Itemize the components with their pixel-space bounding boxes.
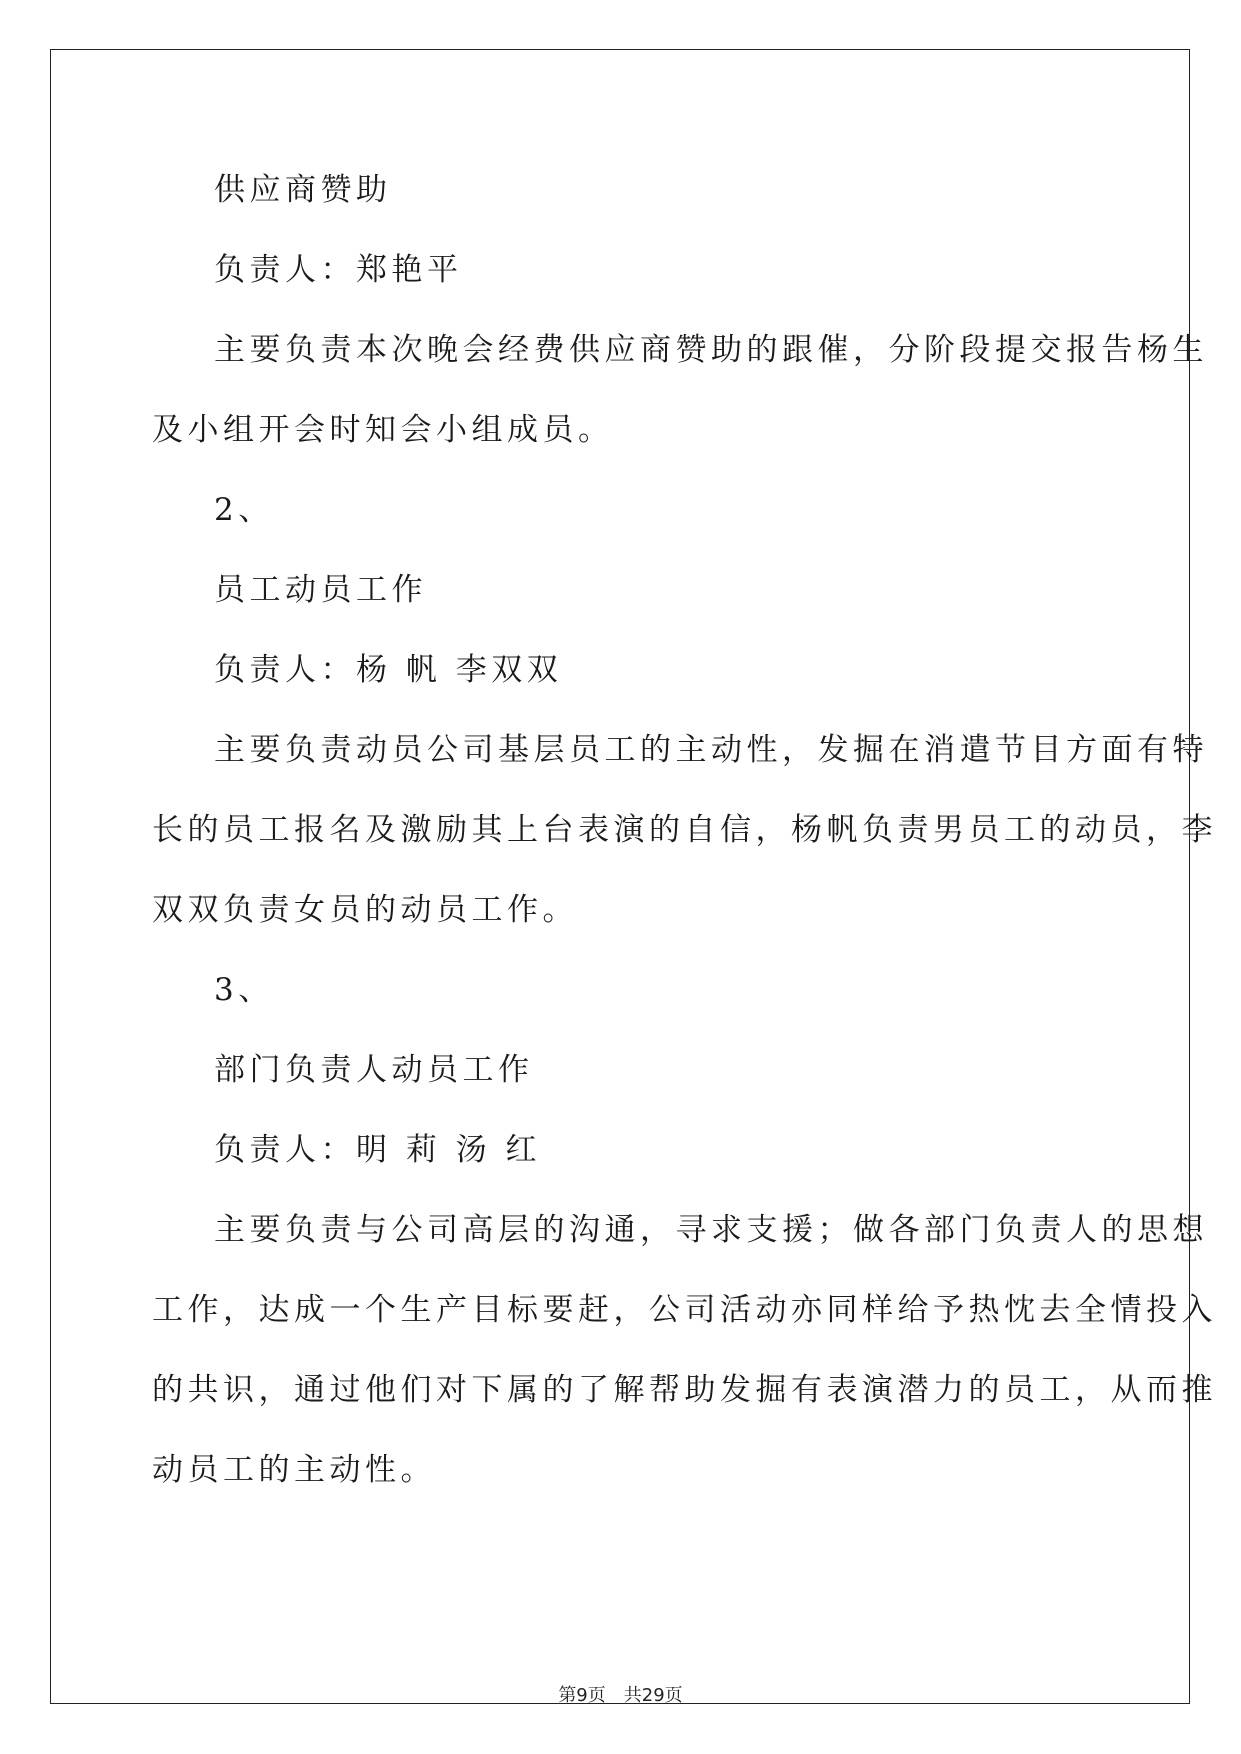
page-number-label: 第9页 共29页 (558, 1685, 683, 1706)
section-heading-supplier-sponsorship: 供应商赞助 (214, 172, 392, 208)
section-heading-department-heads: 部门负责人动员工作 (214, 1052, 534, 1088)
person-in-charge-line: 负责人：郑艳平 (214, 252, 463, 288)
section-number: 3、 (214, 972, 274, 1008)
paragraph-line: 动员工的主动性。 (152, 1452, 436, 1488)
person-in-charge-line: 负责人：明 莉 汤 红 (214, 1132, 542, 1168)
paragraph-line: 长的员工报名及激励其上台表演的自信，杨帆负责男员工的动员，李 (152, 812, 1217, 848)
page-number-footer (0, 1684, 1241, 1708)
section-number: 2、 (214, 492, 274, 528)
paragraph-line: 主要负责与公司高层的沟通，寻求支援；做各部门负责人的思想 (214, 1212, 1208, 1248)
paragraph-line: 主要负责本次晚会经费供应商赞助的跟催，分阶段提交报告杨生 (214, 332, 1208, 368)
paragraph-line: 及小组开会时知会小组成员。 (152, 412, 614, 448)
paragraph-line: 双双负责女员的动员工作。 (152, 892, 578, 928)
person-in-charge-line: 负责人：杨 帆 李双双 (214, 652, 563, 688)
paragraph-line: 工作，达成一个生产目标要赶，公司活动亦同样给予热忱去全情投入 (152, 1292, 1217, 1328)
paragraph-line: 的共识，通过他们对下属的了解帮助发掘有表演潜力的员工，从而推 (152, 1372, 1217, 1408)
section-heading-staff-mobilization: 员工动员工作 (214, 572, 427, 608)
paragraph-line: 主要负责动员公司基层员工的主动性，发掘在消遣节目方面有特 (214, 732, 1208, 768)
